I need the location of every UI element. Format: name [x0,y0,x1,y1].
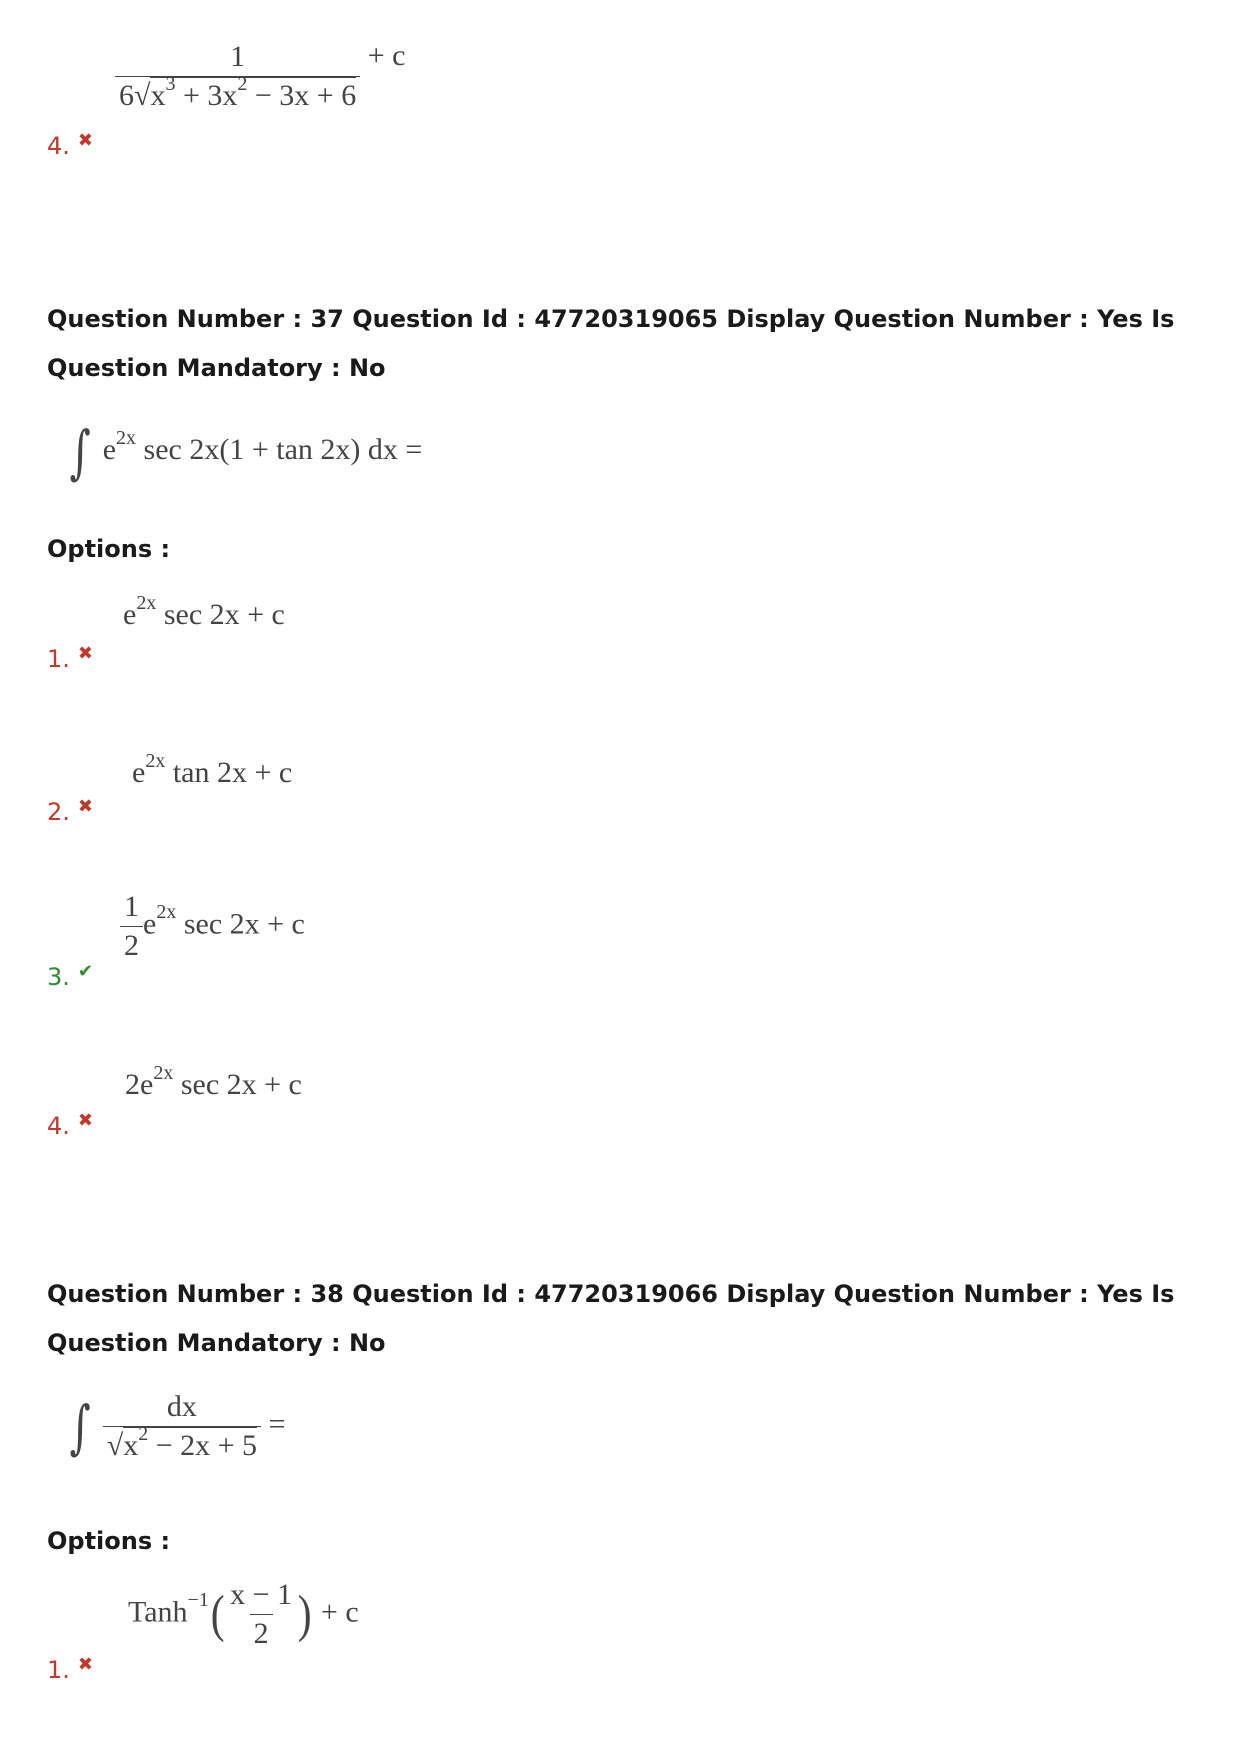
cross-icon: ✖ [77,642,93,664]
fraction: $\frac{x - 1}{2}$ [230,1578,293,1650]
integral-icon: ∫ [69,418,91,486]
q37-option-1-expression: $e^{2x}$ sec 2x + c [123,592,285,631]
check-icon: ✔ [77,960,93,982]
fraction-one-half: $\frac{1}{2}$ [120,890,143,963]
sqrt-icon: √ [106,1429,124,1462]
question-37-integral: ∫ $e^{2x}$ sec 2x(1 + tan 2x) dx = [69,418,423,486]
integral-icon: ∫ [69,1392,91,1461]
prev-option-4-expression: $\frac{1}{6√x^3 + 3x^2 - 3x + 6}$ + c [115,40,405,113]
q38-option-1-number: 1. ✖ [47,1653,93,1684]
fraction: $\frac{1}{6√x^3 + 3x^2 - 3x + 6}$ [115,40,360,113]
question-38-header: Question Number : 38 Question Id : 47720319066 Display Question Number : Yes Is Question Mandatory : No [47,1280,1175,1357]
sqrt-icon: √ [134,79,151,112]
prev-option-4-number: 4. ✖ [47,129,93,160]
q37-option-1-number: 1. ✖ [47,642,93,673]
options-label: Options : [47,1527,171,1555]
q37-option-4-expression: $2e^{2x}$ sec 2x + c [125,1062,302,1101]
question-37-header: Question Number : 37 Question Id : 47720319065 Display Question Number : Yes Is Question Mandatory : No [47,305,1175,382]
cross-icon: ✖ [77,1109,93,1131]
q37-option-3-expression: $\frac{1}{2}$ $e^{2x}$ sec 2x + c [120,890,305,963]
options-label: Options : [47,535,171,563]
q37-option-2-number: 2. ✖ [47,795,93,826]
cross-icon: ✖ [77,795,93,817]
cross-icon: ✖ [77,1653,93,1675]
q37-option-2-expression: $e^{2x}$ tan 2x + c [132,750,293,789]
q38-option-1-expression: Tanh$^{-1}$( $\frac{x - 1}{2}$ ) + c [128,1578,359,1650]
q37-option-4-number: 4. ✖ [47,1109,93,1140]
q37-option-3-number: 3. ✔ [47,960,93,991]
fraction: $\frac{dx}{√x^2 - 2x + 5}$ [103,1390,261,1463]
radicand: $x^3 + 3x^2 - 3x + 6$ [150,73,357,112]
cross-icon: ✖ [77,129,93,151]
question-38-integral: ∫ $\frac{dx}{√x^2 - 2x + 5}$ = [69,1390,286,1462]
